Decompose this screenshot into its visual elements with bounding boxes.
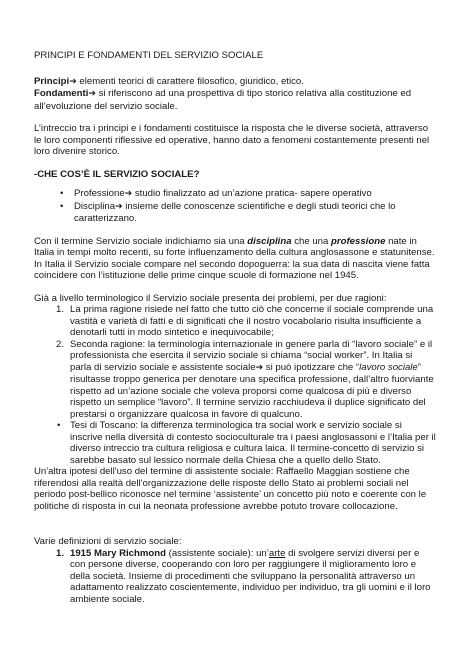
termine-text: nate in Italia in tempi molto recenti, su forte influenzamento della cultura anglosassone e statunitense. — [34, 235, 435, 258]
definition-author: 1915 Mary Richmond — [70, 547, 166, 559]
list-item — [34, 201, 436, 225]
list-number: 2. — [56, 338, 65, 350]
list-item — [34, 304, 436, 339]
termine-text: Con il termine Servizio sociale indichiamo sia una — [34, 235, 248, 247]
termine-paragraph — [34, 236, 436, 259]
reason-text: Seconda ragione: la terminologia internazionale in genere parla di “lavoro sociale” e il professionista che esercita il servizio sociale si chiama “social worker”. In Italia si parla di servizio sociale e assistente sociale — [70, 338, 433, 373]
list-item — [34, 188, 436, 201]
bullet-text: insieme delle conoscenze scientifiche e degli studi teorici che lo caratterizzano. — [74, 200, 396, 224]
reason-text: si può ipotizzare che “ — [263, 361, 360, 373]
lavoro-sociale-emphasis: lavoro sociale — [359, 361, 418, 373]
definition-text: di svolgere servizi diversi per e con persone diverse, cooperando con loro per raggiungere il miglioramento loro e della società. Insieme di procedimenti che sviluppano la personalità attraverso un adattamento realizzato coscientemente, individuo per individuo, tra gli uomini e il loro ambiente sociale. — [70, 547, 431, 605]
principi-text: elementi teorici di carattere filosofico, giuridico, etico. — [76, 75, 304, 87]
terminology-intro: Già a livello terminologico il Servizio sociale presenta dei problemi, per due ragioni: — [34, 292, 387, 304]
arrow-icon: ➔ — [88, 89, 96, 99]
professione-emphasis: professione — [331, 235, 386, 247]
definitions-list — [34, 548, 436, 606]
list-item — [34, 339, 436, 421]
fondamenti-text: si riferiscono ad una prospettiva di tipo storico relativa alla costituzione ed all’evoluzione del servizio sociale. — [34, 88, 412, 112]
intreccio-paragraph: L’intreccio tra i principi e i fondamenti costituisce la risposta che le diverse società, attraverso le loro componenti riflessive ed operative, hanno dato a fenomeni costantemente presenti nel loro divenire storico. — [34, 123, 430, 157]
termine-text: che una — [291, 235, 332, 247]
bullet-term: Professione — [74, 188, 125, 199]
definition-text: (assistente sociale): un’ — [165, 547, 269, 559]
fondamenti-term: Fondamenti — [34, 88, 89, 99]
principi-definition — [34, 76, 436, 89]
disciplina-emphasis: disciplina — [247, 235, 292, 247]
bullet-text: studio finalizzato ad un’azione pratica- sapere operativo — [132, 188, 372, 199]
professione-disciplina-list — [34, 188, 436, 225]
list-item: • Tesi di Toscano: la differenza terminologica tra social work e servizio sociale si inscrive nella diversità di contesto socioculturale tra i paesi anglosassoni e l’Italia per il diverso intreccio tra cultura religiosa e cultura laica. Il termine-concetto di servizio si sarebbe basato sul lessico normale della Chiesa che a quello dello Stato. — [34, 420, 436, 466]
section-question: -CHE COS’È IL SERVIZIO SOCIALE? — [34, 168, 200, 180]
arrow-icon: ➔ — [115, 201, 123, 212]
reason-text: ” risultasse troppo generica per denotare una specifica professione, dall’altro fuorviante rispetto ad un’azione sociale che voleva proporsi come qualcosa di più e diverso rispetto un semplice “lavoro”. Il termine servizio racchiudeva il duplice significato del prestarsi o organizzare qualcosa in favore di qualcuno. — [70, 361, 434, 420]
arrow-icon: ➔ — [255, 362, 264, 373]
reason-text: La prima ragione risiede nel fatto che tutto ciò che concerne il sociale comprende una vastità e varietà di fatti e di significati che il nostro vocabolario risulta insufficiente a denotarli tutti in modo sintetico e inequivocabile; — [70, 304, 434, 338]
list-number: 1. — [56, 304, 65, 315]
ipotesi-paragraph: Un'altra ipotesi dell'uso del termine di assistente sociale: Raffaello Maggian sostiene che riferendosi alla realtà dell'organizzazione delle risposte dello Stato ai problemi sociali nel periodo post-bellico riconosce nel termine ‘assistente’ un concetto più noto e coerente con le politiche di risposta in cui la neonata professione avrebbe potuto trovare collocazione. — [34, 466, 427, 512]
italia-paragraph: In Italia il Servizio sociale compare nel secondo dopoguerra: la sua data di nascita viene fatta coincidere con l’istituzione delle prime cinque scuole di formazione nel 1945. — [34, 258, 430, 281]
reasons-list — [34, 304, 436, 420]
definitions-intro: Varie definizioni di servizio sociale: — [34, 536, 182, 547]
arte-emphasis: arte — [268, 547, 286, 559]
toscano-list — [34, 420, 436, 466]
list-item — [34, 548, 436, 606]
fondamenti-definition — [34, 88, 436, 112]
arrow-icon: ➔ — [69, 76, 77, 87]
bullet-term: Disciplina — [74, 200, 116, 212]
principi-term: Principi — [34, 75, 70, 87]
arrow-icon: ➔ — [124, 189, 133, 199]
document-title: PRINCIPI E FONDAMENTI DEL SERVIZIO SOCIALE — [34, 50, 264, 61]
list-number: 1. — [56, 547, 65, 559]
